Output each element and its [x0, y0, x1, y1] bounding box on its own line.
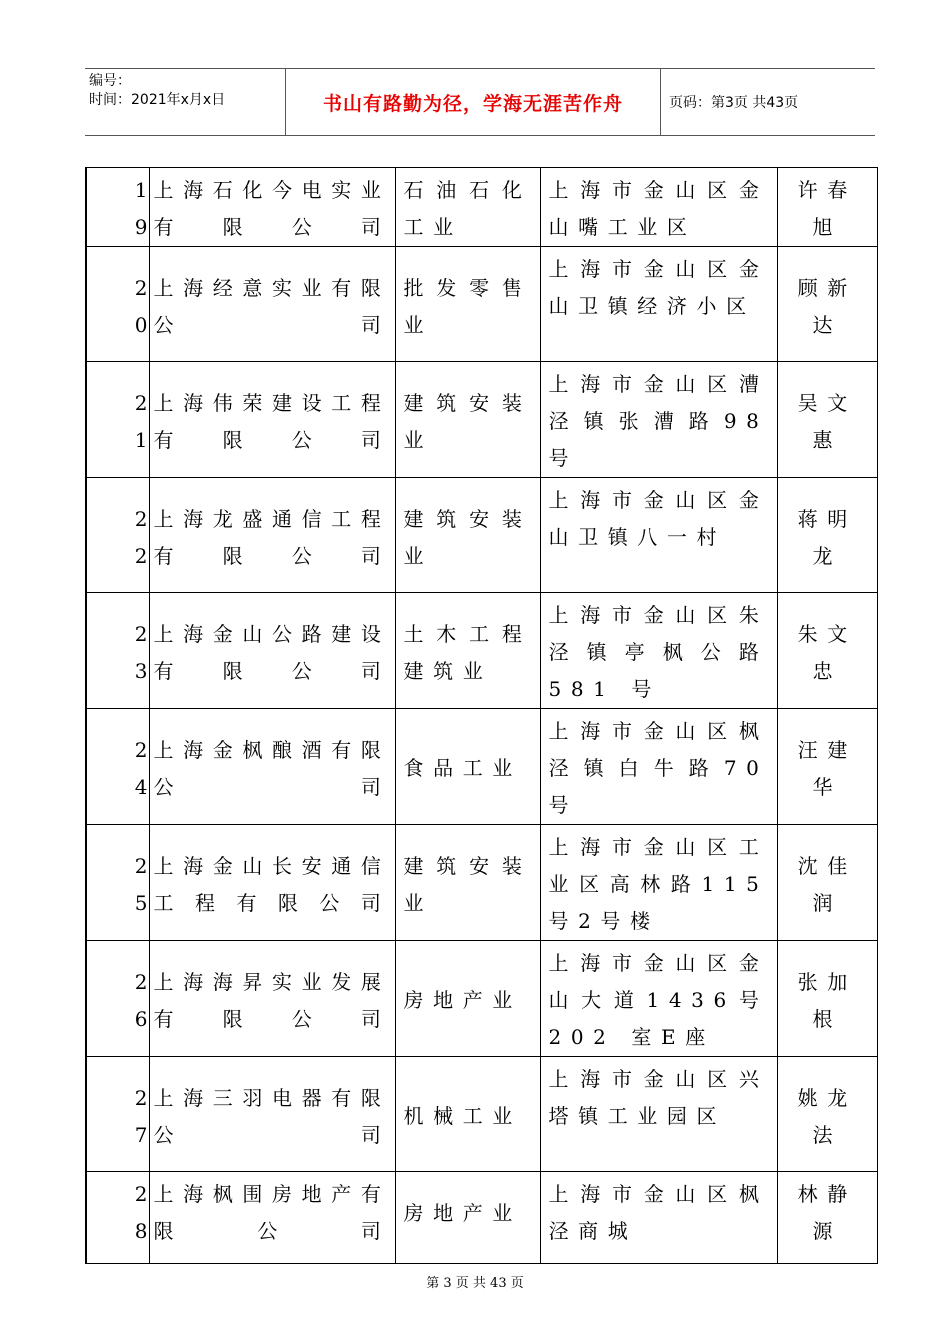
table-row [86, 1057, 878, 1172]
row-number: 1 9 [86, 168, 149, 247]
contact-person: 顾新达 [777, 247, 878, 362]
industry: 建筑安装业 [395, 478, 540, 593]
company-name: 上海伟荣建设工程有限公司 [149, 362, 395, 478]
industry: 房地产业 [395, 1172, 540, 1264]
industry: 食品工业 [395, 709, 540, 825]
company-name: 上海枫围房地产有限公司 [149, 1172, 395, 1264]
address: 上海市金山区金山嘴工业区 [540, 168, 777, 247]
table-row [86, 362, 878, 478]
company-name: 上海石化今电实业有限公司 [149, 168, 395, 247]
company-name: 上海金山长安通信工程有限公司 [149, 825, 395, 941]
contact-person: 朱文忠 [777, 593, 878, 709]
contact-person: 蒋明龙 [777, 478, 878, 593]
address: 上海市金山区金山卫镇经济小区 [540, 247, 777, 362]
contact-person: 张加根 [777, 941, 878, 1057]
company-table-body [86, 168, 878, 1264]
company-name: 上海金山公路建设有限公司 [149, 593, 395, 709]
address: 上海市金山区金山卫镇八一村 [540, 478, 777, 593]
contact-person: 林静源 [777, 1172, 878, 1264]
company-table [85, 167, 878, 1264]
row-number: 2 8 [86, 1172, 149, 1264]
table-row [86, 1172, 878, 1264]
industry: 建筑安装业 [395, 362, 540, 478]
industry: 石油石化工业 [395, 168, 540, 247]
contact-person: 许春旭 [777, 168, 878, 247]
page-header [85, 68, 875, 136]
address: 上海市金山区漕泾镇张漕路98号 [540, 362, 777, 478]
table-row [86, 168, 878, 247]
row-number: 2 1 [86, 362, 149, 478]
address: 上海市金山区枫泾镇白牛路70号 [540, 709, 777, 825]
contact-person: 汪建华 [777, 709, 878, 825]
contact-person: 沈佳润 [777, 825, 878, 941]
address: 上海市金山区工业区高林路115 号2号楼 [540, 825, 777, 941]
company-name: 上海金枫酿酒有限公司 [149, 709, 395, 825]
table-row [86, 247, 878, 362]
header-page-label: 页码：第3页 共43页 [669, 95, 799, 111]
contact-person: 吴文惠 [777, 362, 878, 478]
industry: 房地产业 [395, 941, 540, 1057]
date-label: 时间：2021年x月x日 [89, 92, 226, 108]
header-meta [85, 69, 285, 135]
table-row [86, 593, 878, 709]
row-number: 2 0 [86, 247, 149, 362]
table-row [86, 478, 878, 593]
industry: 建筑安装业 [395, 825, 540, 941]
address: 上海市金山区兴塔镇工业园区 [540, 1057, 777, 1172]
company-name: 上海海昇实业发展有限公司 [149, 941, 395, 1057]
contact-person: 姚龙法 [777, 1057, 878, 1172]
header-motto: 书山有路勤为径，学海无涯苦作舟 [285, 69, 661, 135]
row-number: 2 4 [86, 709, 149, 825]
industry: 机械工业 [395, 1057, 540, 1172]
row-number: 2 5 [86, 825, 149, 941]
company-name: 上海龙盛通信工程有限公司 [149, 478, 395, 593]
row-number: 2 3 [86, 593, 149, 709]
row-number: 2 2 [86, 478, 149, 593]
row-number: 2 6 [86, 941, 149, 1057]
table-row [86, 825, 878, 941]
address: 上海市金山区枫泾商城 [540, 1172, 777, 1264]
industry: 土木工程建筑业 [395, 593, 540, 709]
address: 上海市金山区朱泾镇亭枫公路581 号 [540, 593, 777, 709]
industry: 批发零售业 [395, 247, 540, 362]
row-number: 2 7 [86, 1057, 149, 1172]
code-label: 编号： [89, 73, 131, 89]
table-row [86, 941, 878, 1057]
page-footer: 第 3 页 共 43 页 [426, 1276, 524, 1291]
table-row [86, 709, 878, 825]
company-name: 上海经意实业有限公司 [149, 247, 395, 362]
company-name: 上海三羽电器有限公司 [149, 1057, 395, 1172]
address: 上海市金山区金山大道1436号202 室E座 [540, 941, 777, 1057]
